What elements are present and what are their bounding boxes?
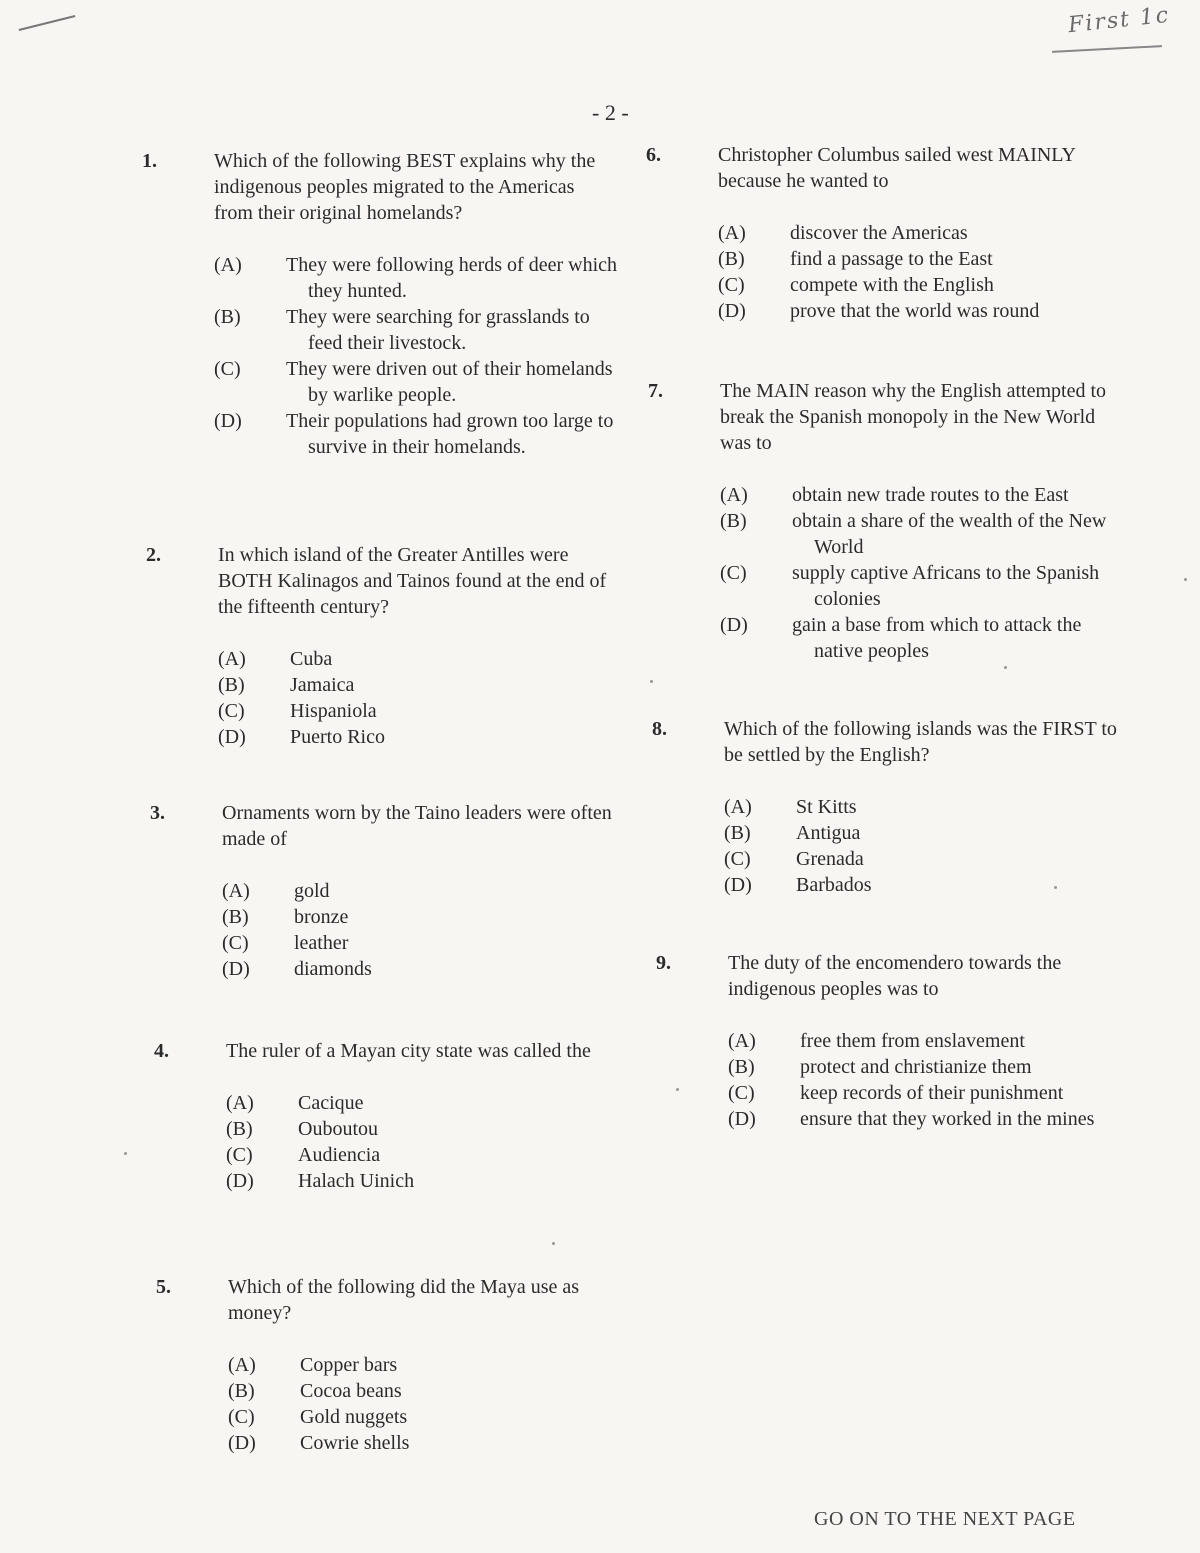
option-text: Cocoa beans <box>300 1380 402 1402</box>
question-number: 9. <box>656 952 671 974</box>
option-text: gold <box>294 880 330 902</box>
option-a <box>228 1352 623 1378</box>
option-text: Ouboutou <box>298 1118 378 1140</box>
option-text: bronze <box>294 906 349 928</box>
options-list <box>718 220 1113 324</box>
option-d <box>214 408 618 460</box>
option-text: Their populations had grown too large to survive in their homelands. <box>286 410 614 458</box>
option-text: They were driven out of their homelands by warlike people. <box>286 358 613 406</box>
option-text: Halach Uinich <box>298 1170 415 1192</box>
question-number: 3. <box>150 802 165 824</box>
question-8 <box>652 716 1119 898</box>
question-text: Which of the following BEST explains why the indigenous peoples migrated to the Americas from their original homelands? <box>214 150 596 224</box>
option-letter: (D) <box>226 1170 254 1192</box>
question-number: 6. <box>646 144 661 166</box>
option-a <box>720 482 1124 508</box>
option-d <box>728 1106 1132 1132</box>
option-a <box>218 646 613 672</box>
option-a <box>728 1028 1132 1054</box>
option-c <box>228 1404 623 1430</box>
option-text: Grenada <box>796 848 864 870</box>
question-text: The duty of the encomendero towards the indigenous peoples was to <box>728 952 1062 1000</box>
option-letter: (D) <box>228 1432 256 1454</box>
option-b <box>226 1116 621 1142</box>
scan-speck <box>676 1088 679 1091</box>
question-2 <box>146 542 613 750</box>
question-6 <box>646 142 1113 324</box>
option-letter: (D) <box>718 300 746 322</box>
question-text: The MAIN reason why the English attempted to break the Spanish monopoly in the New World was to <box>720 380 1107 454</box>
option-letter: (D) <box>218 726 246 748</box>
option-d <box>226 1168 621 1194</box>
footer-next-page: GO ON TO THE NEXT PAGE <box>814 1508 1076 1530</box>
option-text: supply captive Africans to the Spanish colonies <box>792 562 1100 610</box>
options-list <box>228 1352 623 1456</box>
option-c <box>214 356 618 408</box>
option-letter: (C) <box>728 1082 755 1104</box>
option-b <box>724 820 1119 846</box>
option-letter: (B) <box>214 306 241 328</box>
question-text: Christopher Columbus sailed west MAINLY because he wanted to <box>718 144 1076 192</box>
option-text: Copper bars <box>300 1354 398 1376</box>
handwritten-underline <box>1052 45 1162 53</box>
option-letter: (A) <box>222 880 250 902</box>
options-list <box>724 794 1119 898</box>
option-d <box>720 612 1124 664</box>
question-text: Which of the following islands was the FIRST to be settled by the English? <box>724 718 1117 766</box>
scan-speck <box>1054 886 1057 889</box>
option-letter: (B) <box>728 1056 755 1078</box>
option-text: obtain a share of the wealth of the New World <box>792 510 1107 558</box>
option-text: Puerto Rico <box>290 726 385 748</box>
scan-speck <box>124 1152 127 1155</box>
options-list <box>218 646 613 750</box>
option-c <box>218 698 613 724</box>
option-b <box>228 1378 623 1404</box>
option-b <box>718 246 1113 272</box>
option-d <box>222 956 617 982</box>
option-letter: (C) <box>724 848 751 870</box>
options-list <box>214 252 618 460</box>
option-letter: (A) <box>228 1354 256 1376</box>
corner-pen-mark <box>19 15 76 31</box>
option-b <box>720 508 1124 560</box>
option-letter: (A) <box>218 648 246 670</box>
option-text: Gold nuggets <box>300 1406 408 1428</box>
scan-speck <box>1004 666 1007 669</box>
option-text: They were searching for grasslands to feed their livestock. <box>286 306 590 354</box>
option-letter: (C) <box>228 1406 255 1428</box>
option-letter: (B) <box>222 906 249 928</box>
option-a <box>222 878 617 904</box>
question-4 <box>154 1038 621 1194</box>
scan-speck <box>1184 578 1187 581</box>
option-a <box>718 220 1113 246</box>
option-letter: (B) <box>720 510 747 532</box>
option-c <box>720 560 1124 612</box>
option-text: ensure that they worked in the mines <box>800 1108 1095 1130</box>
option-text: Cacique <box>298 1092 364 1114</box>
option-text: compete with the English <box>790 274 994 296</box>
option-c <box>728 1080 1132 1106</box>
option-letter: (A) <box>728 1030 756 1052</box>
question-text: Which of the following did the Maya use as money? <box>228 1276 580 1324</box>
option-letter: (D) <box>728 1108 756 1130</box>
option-text: discover the Americas <box>790 222 968 244</box>
option-b <box>728 1054 1132 1080</box>
option-letter: (D) <box>720 614 748 636</box>
option-c <box>226 1142 621 1168</box>
page-number: - 2 - <box>592 100 629 125</box>
option-c <box>724 846 1119 872</box>
option-d <box>218 724 613 750</box>
option-letter: (A) <box>226 1092 254 1114</box>
option-text: Cuba <box>290 648 333 670</box>
option-letter: (C) <box>214 358 241 380</box>
option-text: prove that the world was round <box>790 300 1040 322</box>
question-3 <box>150 800 617 982</box>
question-number: 2. <box>146 544 161 566</box>
options-list <box>720 482 1124 664</box>
option-letter: (B) <box>228 1380 255 1402</box>
question-1 <box>142 148 618 460</box>
question-text: Ornaments worn by the Taino leaders were often made of <box>222 802 612 850</box>
option-b <box>222 904 617 930</box>
option-letter: (A) <box>724 796 752 818</box>
option-letter: (D) <box>214 410 242 432</box>
option-text: keep records of their punishment <box>800 1082 1064 1104</box>
options-list <box>226 1090 621 1194</box>
option-text: St Kitts <box>796 796 857 818</box>
option-d <box>718 298 1113 324</box>
option-text: gain a base from which to attack the native peoples <box>792 614 1082 662</box>
option-text: Hispaniola <box>290 700 377 722</box>
option-letter: (C) <box>226 1144 253 1166</box>
question-number: 8. <box>652 718 667 740</box>
option-letter: (B) <box>218 674 245 696</box>
question-number: 4. <box>154 1040 169 1062</box>
option-text: obtain new trade routes to the East <box>792 484 1069 506</box>
question-number: 7. <box>648 380 663 402</box>
option-text: find a passage to the East <box>790 248 993 270</box>
question-number: 1. <box>142 150 157 172</box>
question-9 <box>656 950 1132 1132</box>
option-a <box>724 794 1119 820</box>
option-letter: (B) <box>226 1118 253 1140</box>
option-letter: (C) <box>720 562 747 584</box>
option-text: Jamaica <box>290 674 355 696</box>
option-letter: (A) <box>214 254 242 276</box>
question-5 <box>156 1274 623 1456</box>
option-letter: (C) <box>718 274 745 296</box>
option-letter: (A) <box>718 222 746 244</box>
option-letter: (B) <box>718 248 745 270</box>
question-text: In which island of the Greater Antilles were BOTH Kalinagos and Tainos found at the end of the fifteenth century? <box>218 544 607 618</box>
question-text: The ruler of a Mayan city state was called the <box>226 1040 591 1062</box>
option-c <box>718 272 1113 298</box>
option-text: Antigua <box>796 822 861 844</box>
option-d <box>724 872 1119 898</box>
option-a <box>226 1090 621 1116</box>
option-text: diamonds <box>294 958 372 980</box>
option-text: free them from enslavement <box>800 1030 1025 1052</box>
option-letter: (A) <box>720 484 748 506</box>
option-letter: (D) <box>724 874 752 896</box>
option-text: Cowrie shells <box>300 1432 410 1454</box>
option-b <box>218 672 613 698</box>
option-text: Barbados <box>796 874 872 896</box>
option-c <box>222 930 617 956</box>
option-b <box>214 304 618 356</box>
question-number: 5. <box>156 1276 171 1298</box>
option-text: They were following herds of deer which they hunted. <box>286 254 617 302</box>
option-letter: (D) <box>222 958 250 980</box>
option-letter: (C) <box>218 700 245 722</box>
option-text: protect and christianize them <box>800 1056 1032 1078</box>
scan-speck <box>650 680 653 683</box>
handwritten-note: First 1c <box>1066 2 1172 39</box>
option-letter: (B) <box>724 822 751 844</box>
option-a <box>214 252 618 304</box>
option-d <box>228 1430 623 1456</box>
question-7 <box>648 378 1124 664</box>
options-list <box>222 878 617 982</box>
option-text: leather <box>294 932 349 954</box>
option-letter: (C) <box>222 932 249 954</box>
scan-speck <box>552 1242 555 1245</box>
options-list <box>728 1028 1132 1132</box>
option-text: Audiencia <box>298 1144 381 1166</box>
